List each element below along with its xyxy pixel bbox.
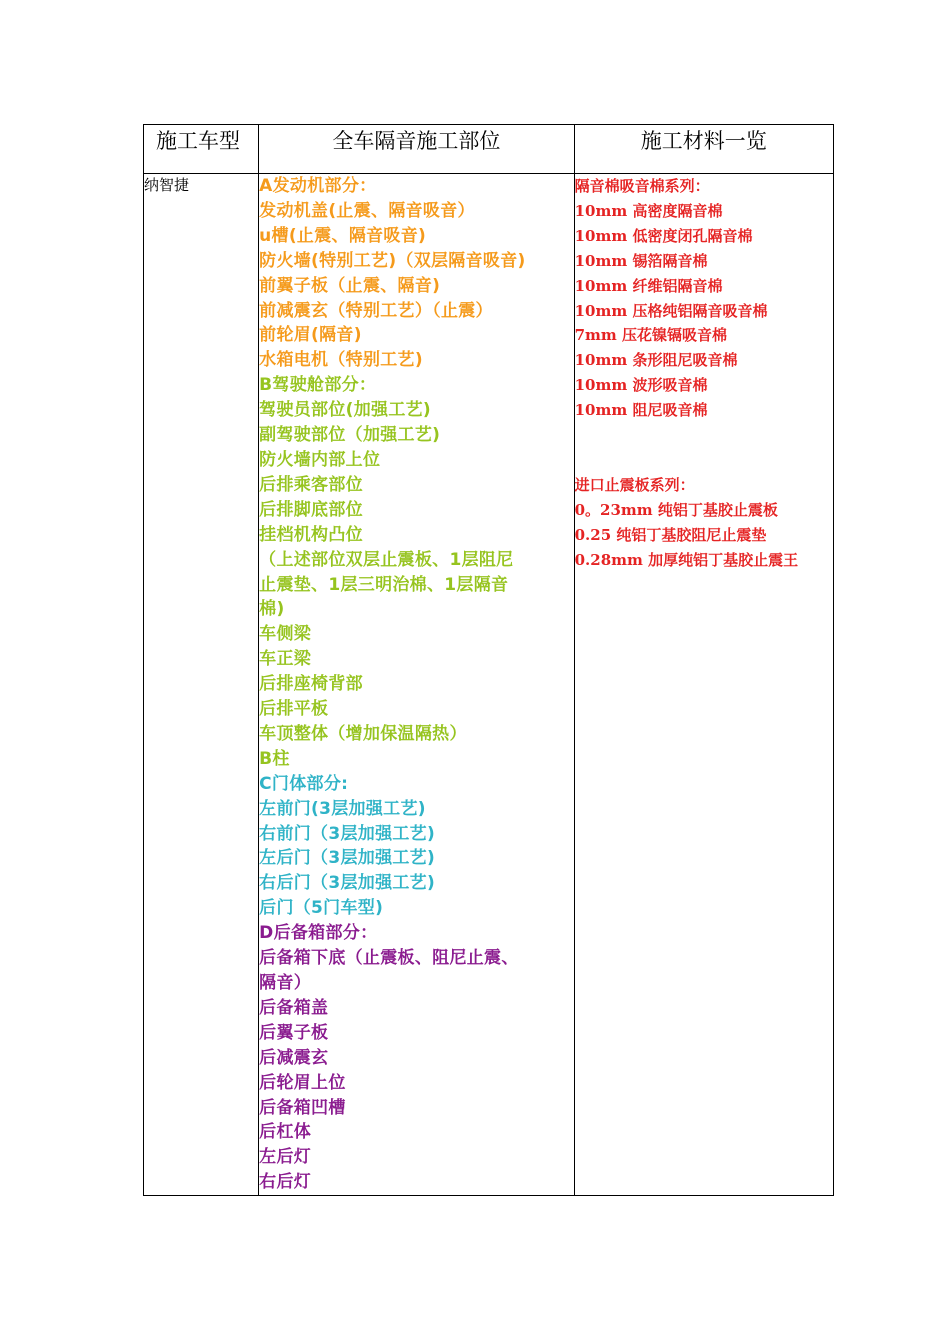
part-item: 左前门(3层加强工艺) — [259, 798, 426, 819]
header-row — [144, 125, 834, 174]
part-item: 副驾驶部位（加强工艺) — [259, 425, 441, 446]
material-item: 10mm 条形阻尼吸音棉 — [574, 351, 738, 370]
part-item: 驾驶员部位(加强工艺) — [259, 400, 431, 421]
part-item: 后门（5门车型) — [259, 898, 384, 919]
part-item: D后备箱部分： — [259, 923, 378, 944]
car-model-cell: 纳智捷 — [144, 174, 259, 1196]
part-item: 后备箱盖 — [259, 997, 329, 1018]
part-item: 后排乘客部位 — [259, 474, 363, 495]
part-item: 前翼子板（止震、隔音) — [259, 275, 441, 296]
material-item: 10mm 纤维铝隔音棉 — [574, 276, 723, 295]
part-item: 右后门（3层加强工艺) — [259, 873, 436, 894]
part-item: 右后灯 — [259, 1172, 312, 1193]
part-item: 后排座椅背部 — [259, 674, 363, 695]
material-item: 10mm 压格纯铝隔音吸音棉 — [574, 301, 768, 320]
materials-cell — [574, 174, 833, 1196]
part-item: 右前门（3层加强工艺) — [259, 823, 436, 844]
part-item: 止震垫、1层三明治棉、1层隔音 — [259, 574, 509, 595]
part-item: 车顶整体（增加保温隔热） — [259, 723, 467, 744]
part-item: 隔音） — [259, 973, 312, 993]
material-item: 10mm 波形吸音棉 — [574, 376, 708, 395]
part-item: B柱 — [259, 748, 290, 769]
part-item: 水箱电机（特别工艺) — [259, 350, 423, 371]
part-item: 发动机盖(止震、隔音吸音） — [259, 200, 475, 221]
part-item: B驾驶舱部分： — [259, 375, 377, 396]
part-item: u槽(止震、隔音吸音) — [259, 225, 427, 246]
part-item: 前减震玄（特别工艺）（止震） — [259, 300, 493, 321]
material-item: 进口止震板系列： — [574, 475, 695, 494]
material-item: 0.28mm 加厚纯铝丁基胶止震王 — [574, 550, 799, 569]
part-item: 后排平板 — [259, 699, 329, 720]
part-item: 后翼子板 — [259, 1022, 329, 1043]
header-car-model: 施工车型 — [144, 125, 259, 174]
material-item: 隔音棉吸音棉系列： — [574, 177, 710, 195]
body-row — [144, 174, 834, 1196]
part-item: A发动机部分： — [259, 176, 377, 196]
part-item: 后杠体 — [259, 1122, 312, 1143]
material-item: 7mm 压花镍镉吸音棉 — [574, 326, 728, 345]
part-item: 后轮眉上位 — [259, 1072, 346, 1093]
part-item: 挂档机构凸位 — [259, 524, 363, 545]
part-item: 车侧梁 — [259, 624, 312, 645]
part-item: 棉) — [259, 599, 285, 620]
material-item: 0。23mm 纯铝丁基胶止震板 — [574, 500, 778, 519]
construction-table — [143, 124, 834, 1196]
part-item: 防火墙内部上位 — [259, 449, 381, 470]
part-item: 左后灯 — [259, 1147, 312, 1168]
material-item: 10mm 阻尼吸音棉 — [574, 401, 708, 420]
material-item: 0.25 纯铝丁基胶阻尼止震垫 — [574, 525, 767, 544]
sound-materials-list — [575, 174, 833, 423]
part-item: 防火墙(特别工艺)（双层隔音吸音) — [259, 250, 526, 271]
part-item: C门体部分: — [259, 773, 349, 794]
material-item: 10mm 高密度隔音棉 — [574, 201, 723, 220]
part-item: 前轮眉(隔音) — [259, 325, 362, 346]
header-materials: 施工材料一览 — [574, 125, 833, 174]
part-item: 左后门（3层加强工艺) — [259, 848, 436, 869]
part-item: 后排脚底部位 — [259, 499, 363, 520]
part-item: 车正梁 — [259, 649, 312, 670]
parts-cell — [259, 174, 574, 1196]
part-item: 后备箱下底（止震板、阻尼止震、 — [259, 948, 519, 969]
material-item: 10mm 锡箔隔音棉 — [574, 251, 708, 270]
part-item: （上述部位双层止震板、1层阻尼 — [259, 549, 514, 570]
part-item: 后备箱凹槽 — [259, 1097, 346, 1118]
header-parts: 全车隔音施工部位 — [259, 125, 574, 174]
material-item: 10mm 低密度闭孔隔音棉 — [574, 226, 753, 245]
list-spacer — [575, 423, 833, 473]
part-item: 后减震玄 — [259, 1047, 329, 1068]
damping-materials-list — [575, 473, 833, 573]
